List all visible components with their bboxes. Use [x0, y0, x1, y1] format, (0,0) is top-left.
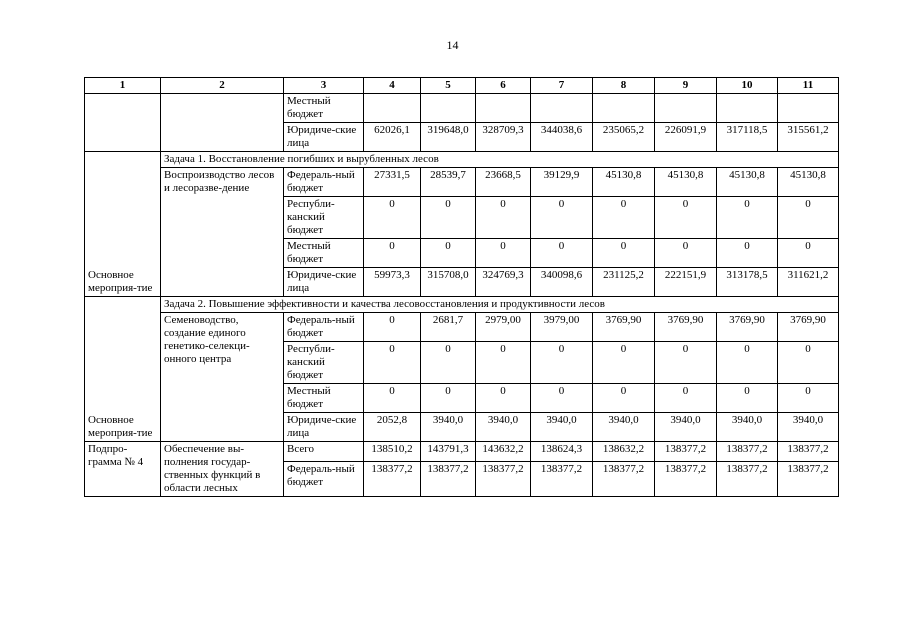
funding-source: Всего	[284, 442, 364, 462]
value-cell: 62026,1	[364, 123, 421, 152]
table-row	[85, 442, 839, 462]
value-cell: 319648,0	[421, 123, 476, 152]
value-cell: 317118,5	[717, 123, 778, 152]
value-cell: 231125,2	[593, 268, 655, 297]
value-cell: 3940,0	[655, 413, 717, 442]
task-row	[85, 152, 839, 168]
value-cell: 45130,8	[593, 168, 655, 197]
subprogram-cell: Подпро-грамма № 4	[85, 442, 161, 497]
task-title: Задача 2. Повышение эффективности и качества лесовосстановления и продуктивности лесов	[161, 297, 839, 313]
value-cell: 138377,2	[655, 442, 717, 462]
value-cell: 138377,2	[778, 461, 839, 496]
value-cell: 45130,8	[655, 168, 717, 197]
value-cell: 23668,5	[476, 168, 531, 197]
value-cell: 344038,6	[531, 123, 593, 152]
value-cell: 3769,90	[655, 313, 717, 342]
header-cell: 5	[421, 78, 476, 94]
value-cell: 3940,0	[778, 413, 839, 442]
value-cell: 0	[476, 342, 531, 384]
header-row	[85, 78, 839, 94]
subprogram-name-cell: Обеспечение вы-полнения государ-ственных функций в области лесных	[161, 442, 284, 497]
value-cell: 0	[421, 342, 476, 384]
value-cell: 0	[778, 239, 839, 268]
value-cell: 0	[717, 384, 778, 413]
value-cell: 311621,2	[778, 268, 839, 297]
value-cell: 235065,2	[593, 123, 655, 152]
value-cell: 59973,3	[364, 268, 421, 297]
value-cell: 0	[364, 197, 421, 239]
value-cell: 3940,0	[421, 413, 476, 442]
page-number: 14	[446, 38, 459, 52]
funding-source: Республи-канский бюджет	[284, 197, 364, 239]
value-cell: 0	[593, 342, 655, 384]
value-cell: 143632,2	[476, 442, 531, 462]
value-cell: 315561,2	[778, 123, 839, 152]
value-cell: 0	[778, 384, 839, 413]
value-cell: 138377,2	[476, 461, 531, 496]
value-cell: 340098,6	[531, 268, 593, 297]
value-cell: 3769,90	[717, 313, 778, 342]
funding-source: Местный бюджет	[284, 94, 364, 123]
header-cell: 4	[364, 78, 421, 94]
value-cell: 3769,90	[593, 313, 655, 342]
value-cell: 0	[531, 197, 593, 239]
value-cell: 2052,8	[364, 413, 421, 442]
value-cell: 0	[421, 197, 476, 239]
header-cell: 8	[593, 78, 655, 94]
funding-source: Республи-канский бюджет	[284, 342, 364, 384]
value-cell: 27331,5	[364, 168, 421, 197]
value-cell: 0	[655, 342, 717, 384]
empty-cell	[161, 94, 284, 152]
funding-source: Юридиче-ские лица	[284, 413, 364, 442]
funding-source: Местный бюджет	[284, 384, 364, 413]
value-cell: 315708,0	[421, 268, 476, 297]
header-cell: 10	[717, 78, 778, 94]
value-cell: 138377,2	[364, 461, 421, 496]
value-cell: 39129,9	[531, 168, 593, 197]
measure-name-cell: Воспроизводство лесов и лесоразве-дение	[161, 168, 284, 297]
value-cell: 3940,0	[476, 413, 531, 442]
value-cell: 0	[593, 197, 655, 239]
task-title: Задача 1. Восстановление погибших и вырубленных лесов	[161, 152, 839, 168]
value-cell: 3940,0	[593, 413, 655, 442]
value-cell: 0	[421, 384, 476, 413]
value-cell: 0	[476, 197, 531, 239]
value-cell: 222151,9	[655, 268, 717, 297]
value-cell: 138377,2	[593, 461, 655, 496]
header-cell: 9	[655, 78, 717, 94]
value-cell: 0	[531, 342, 593, 384]
empty-cell	[85, 94, 161, 152]
table-row	[85, 168, 839, 197]
value-cell: 0	[421, 239, 476, 268]
value-cell: 0	[717, 239, 778, 268]
funding-source: Местный бюджет	[284, 239, 364, 268]
header-cell: 2	[161, 78, 284, 94]
value-cell: 28539,7	[421, 168, 476, 197]
funding-source: Федераль-ный бюджет	[284, 461, 364, 496]
value-cell: 313178,5	[717, 268, 778, 297]
value-cell: 143791,3	[421, 442, 476, 462]
budget-table	[84, 77, 839, 497]
value-cell: 0	[655, 384, 717, 413]
value-cell: 324769,3	[476, 268, 531, 297]
funding-source: Юридиче-ские лица	[284, 268, 364, 297]
value-cell: 138377,2	[421, 461, 476, 496]
header-cell: 11	[778, 78, 839, 94]
value-cell: 0	[717, 197, 778, 239]
funding-source: Федераль-ный бюджет	[284, 313, 364, 342]
value-cell: 226091,9	[655, 123, 717, 152]
value-cell: 3940,0	[717, 413, 778, 442]
value-cell: 0	[364, 313, 421, 342]
value-cell: 0	[364, 239, 421, 268]
header-cell: 7	[531, 78, 593, 94]
value-cell: 138624,3	[531, 442, 593, 462]
value-cell: 0	[655, 197, 717, 239]
value-cell: 2681,7	[421, 313, 476, 342]
header-cell: 3	[284, 78, 364, 94]
value-cell: 138377,2	[531, 461, 593, 496]
value-cell: 0	[364, 342, 421, 384]
value-cell: 0	[655, 239, 717, 268]
value-cell: 3769,90	[778, 313, 839, 342]
header-cell: 6	[476, 78, 531, 94]
value-cell: 0	[531, 239, 593, 268]
value-cell: 0	[778, 197, 839, 239]
table-row	[85, 313, 839, 342]
task-row	[85, 297, 839, 313]
value-cell: 0	[717, 342, 778, 384]
funding-source: Федераль-ный бюджет	[284, 168, 364, 197]
value-cell: 45130,8	[778, 168, 839, 197]
value-cell: 138377,2	[655, 461, 717, 496]
value-cell: 3940,0	[531, 413, 593, 442]
value-cell: 45130,8	[717, 168, 778, 197]
value-cell: 0	[593, 239, 655, 268]
table-row	[85, 94, 839, 123]
value-cell: 138377,2	[717, 461, 778, 496]
value-cell: 0	[531, 384, 593, 413]
value-cell: 138632,2	[593, 442, 655, 462]
value-cell: 2979,00	[476, 313, 531, 342]
value-cell: 138377,2	[778, 442, 839, 462]
value-cell: 328709,3	[476, 123, 531, 152]
value-cell: 0	[364, 384, 421, 413]
value-cell: 3979,00	[531, 313, 593, 342]
value-cell: 138377,2	[717, 442, 778, 462]
funding-source: Юридиче-ские лица	[284, 123, 364, 152]
value-cell: 0	[778, 342, 839, 384]
measure-name-cell: Семеноводство, создание единого генетико-селекци-онного центра	[161, 313, 284, 442]
header-cell: 1	[85, 78, 161, 94]
value-cell: 0	[476, 239, 531, 268]
measure-type-cell: Основное мероприя-тие	[85, 152, 161, 297]
value-cell: 138510,2	[364, 442, 421, 462]
value-cell: 0	[476, 384, 531, 413]
value-cell: 0	[593, 384, 655, 413]
measure-type-cell: Основное мероприя-тие	[85, 297, 161, 442]
